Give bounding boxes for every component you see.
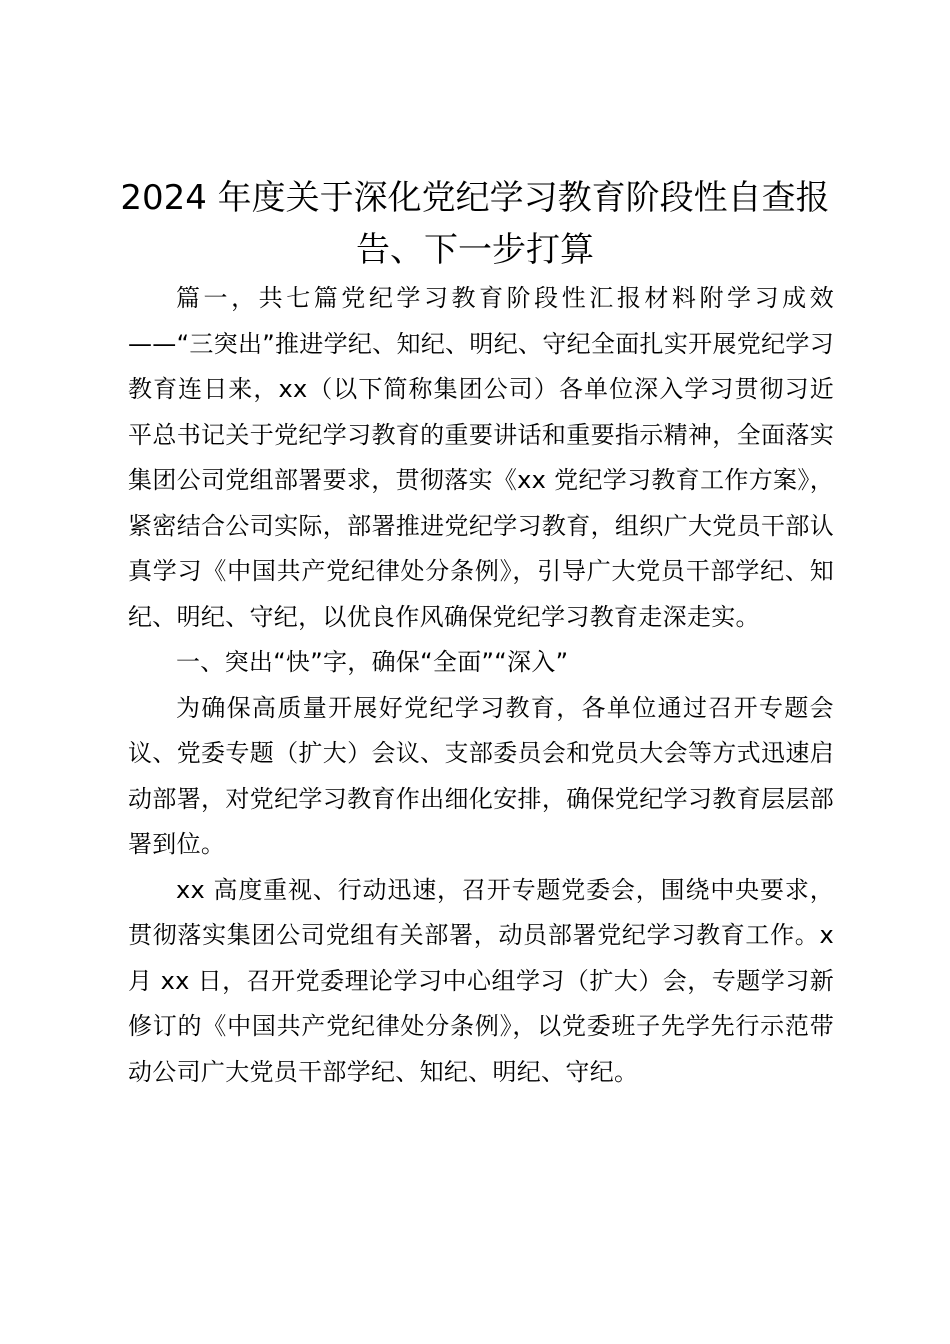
section-heading-1: 一、突出“快”字，确保“全面”“深入” — [176, 648, 569, 676]
document-title: 2024 年度关于深化党纪学习教育阶段性自查报告、下一步打算 — [120, 178, 830, 270]
paragraph-section-1-a: 为确保高质量开展好党纪学习教育，各单位通过召开专题会议、党委专题（扩大）会议、支部委员会和党员大会等方式迅速启动部署，对党纪学习教育作出细化安排，确保党纪学习教育层层部署到位。 — [128, 693, 834, 858]
paragraph-section-1-b: xx 高度重视、行动迅速，召开专题党委会，围绕中央要求，贯彻落实集团公司党组有关部署，动员部署党纪学习教育工作。x 月 xx 日，召开党委理论学习中心组学习（扩大）会，专题学习新修订的《中国共产党纪律处分条例》，以党委班子先学先行示范带动公司广大党员干部学纪、知纪、明纪、守纪。 — [128, 875, 834, 1086]
paragraph-intro: 篇一，共七篇党纪学习教育阶段性汇报材料附学习成效——“三突出”推进学纪、知纪、明纪、守纪全面扎实开展党纪学习教育连日来，xx（以下简称集团公司）各单位深入学习贯彻习近平总书记关于党纪学习教育的重要讲话和重要指示精神，全面落实集团公司党组部署要求，贯彻落实《xx 党纪学习教育工作方案》，紧密结合公司实际，部署推进党纪学习教育，组织广大党员干部认真学习《中国共产党纪律处分条例》，引导广大党员干部学纪、知纪、明纪、守纪，以优良作风确保党纪学习教育走深走实。 — [128, 284, 834, 631]
document-body — [128, 276, 834, 1095]
